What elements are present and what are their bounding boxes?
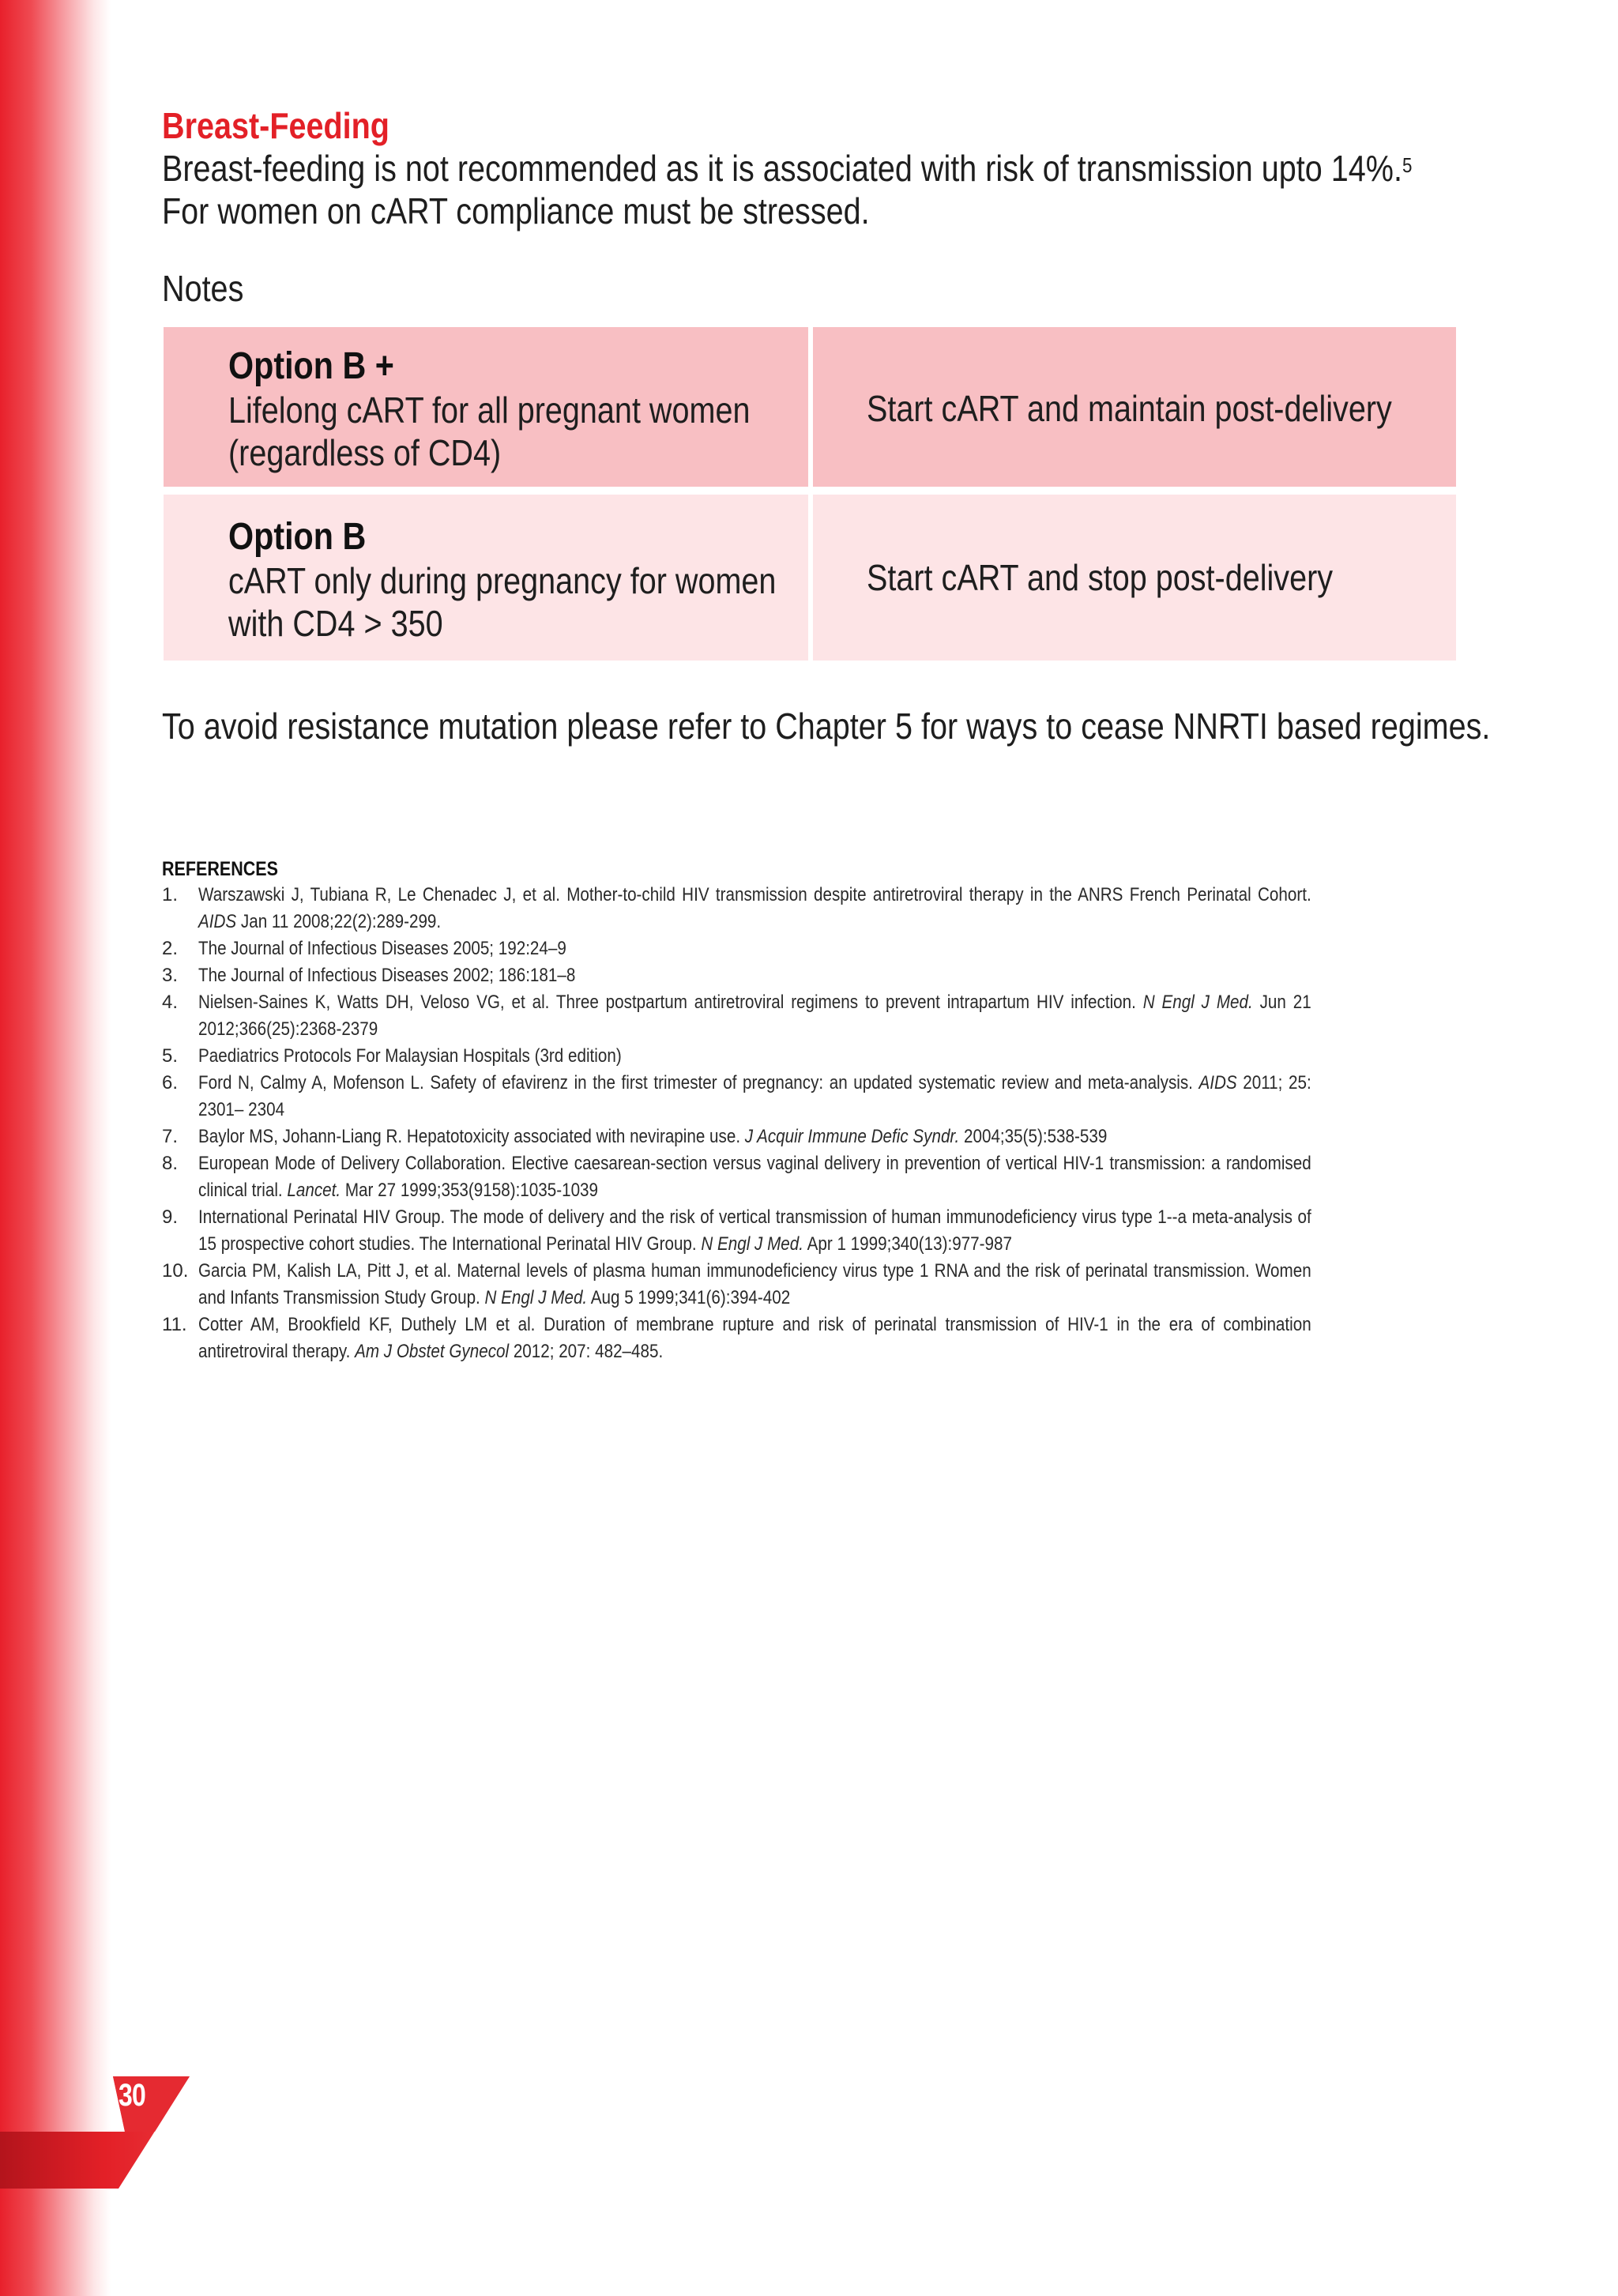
reference-number: 1. (162, 884, 179, 905)
notes-title: Notes (162, 268, 244, 309)
breastfeeding-line-1 (162, 147, 1412, 190)
reference-number: 6. (162, 1072, 179, 1093)
breastfeeding-line-1-text: Breast-feeding is not recommended as it is associated with risk of transmission upto 14%. (162, 148, 1402, 189)
notes-cell-action (813, 495, 1456, 661)
reference-citation: 2004;35(5):538-539 (959, 1126, 1108, 1147)
reference-item (162, 1043, 1458, 1070)
reference-text (198, 1070, 1311, 1124)
reference-journal: Lancet. (287, 1180, 341, 1201)
breastfeeding-line-2: For women on cART compliance must be stressed. (162, 190, 870, 231)
reference-journal: N Engl J Med. (701, 1233, 804, 1255)
reference-body: European Mode of Delivery Collaboration. Elective caesarean-section versus vaginal delivery in prevention of vertical HIV-1 transmission: a randomised clinical trial. (198, 1153, 1311, 1201)
reference-item (162, 882, 1458, 935)
notes-cell-option (164, 495, 808, 661)
reference-body: Paediatrics Protocols For Malaysian Hospitals (3rd edition) (198, 1045, 622, 1067)
reference-number: 9. (162, 1206, 179, 1228)
page-number: 30 (119, 2078, 145, 2113)
reference-number: 11. (162, 1314, 187, 1335)
reference-number: 10. (162, 1260, 189, 1282)
reference-journal: AIDS (1198, 1072, 1237, 1093)
reference-text (198, 935, 1311, 962)
reference-text (198, 1124, 1311, 1150)
reference-item (162, 1204, 1458, 1258)
reference-text (198, 1204, 1311, 1258)
references-title: REFERENCES (162, 858, 278, 880)
option-action: Start cART and stop post-delivery (867, 557, 1334, 598)
reference-citation: Jun 21 2012;366(25):2368-2379 (198, 992, 1311, 1040)
reference-text (198, 962, 1311, 989)
footnote-ref: 5 (1402, 153, 1413, 177)
reference-body: Baylor MS, Johann-Liang R. Hepatotoxicity associated with nevirapine use. (198, 1126, 745, 1147)
option-desc-line-2: with CD4 > 350 (228, 603, 443, 644)
reference-body: Ford N, Calmy A, Mofenson L. Safety of efavirenz in the first trimester of pregnancy: an updated systematic review and meta-analysis. (198, 1072, 1199, 1093)
reference-item (162, 1258, 1458, 1312)
section-heading: Breast-Feeding (162, 105, 389, 146)
notes-cell-option (164, 327, 808, 487)
reference-item (162, 1124, 1458, 1150)
reference-text (198, 1312, 1311, 1365)
reference-journal: J Acquir Immune Defic Syndr. (744, 1126, 960, 1147)
reference-citation: Apr 1 1999;340(13):977-987 (803, 1233, 1012, 1255)
reference-number: 2. (162, 938, 179, 959)
option-title: Option B + (228, 345, 394, 387)
reference-item (162, 1312, 1458, 1365)
references-list (162, 882, 1458, 1365)
reference-number: 5. (162, 1045, 179, 1067)
reference-text (198, 989, 1311, 1043)
reference-journal: Am J Obstet Gynecol (355, 1341, 510, 1362)
reference-number: 3. (162, 965, 179, 986)
reference-item (162, 1150, 1458, 1204)
reference-body: Nielsen-Saines K, Watts DH, Veloso VG, et al. Three postpartum antiretroviral regimens to prevent intrapartum HIV infection. (198, 992, 1143, 1013)
reference-body: Garcia PM, Kalish LA, Pitt J, et al. Maternal levels of plasma human immunodeficiency virus type 1 RNA and the risk of perinatal transmission. Women and Infants Transmission Study Group. (198, 1260, 1311, 1308)
reference-journal: N Engl J Med. (484, 1287, 588, 1308)
notes-footer: To avoid resistance mutation please refer to Chapter 5 for ways to cease NNRTI based regimes. (162, 706, 1491, 747)
reference-item (162, 989, 1458, 1043)
reference-number: 7. (162, 1126, 179, 1147)
reference-item (162, 1070, 1458, 1124)
left-color-band (0, 0, 111, 2296)
reference-citation: 2012; 207: 482–485. (509, 1341, 664, 1362)
notes-row-option-b (164, 495, 1456, 661)
reference-text (198, 1258, 1311, 1312)
reference-item (162, 935, 1458, 962)
option-title: Option B (228, 516, 367, 558)
reference-body: Cotter AM, Brookfield KF, Duthely LM et al. Duration of membrane rupture and risk of perinatal transmission of HIV-1 in the era of combination antiretroviral therapy. (198, 1314, 1311, 1362)
option-action: Start cART and maintain post-delivery (867, 388, 1392, 429)
reference-citation: 2011; 25: 2301– 2304 (198, 1072, 1311, 1120)
option-text (228, 515, 776, 645)
reference-citation: Jan 11 2008;22(2):289-299. (236, 911, 442, 932)
reference-citation: Aug 5 1999;341(6):394-402 (587, 1287, 791, 1308)
notes-cell-action (813, 327, 1456, 487)
reference-number: 4. (162, 992, 179, 1013)
reference-body: The Journal of Infectious Diseases 2005; 192:24–9 (198, 938, 566, 959)
reference-citation: Mar 27 1999;353(9158):1035-1039 (341, 1180, 599, 1201)
option-desc-line-1: cART only during pregnancy for women (228, 560, 777, 601)
reference-journal: N Engl J Med. (1142, 992, 1253, 1013)
reference-text (198, 1043, 1311, 1070)
option-text (228, 344, 750, 474)
reference-text (198, 1150, 1311, 1204)
option-desc-line-2: (regardless of CD4) (228, 432, 502, 473)
reference-body: The Journal of Infectious Diseases 2002; 186:181–8 (198, 965, 576, 986)
reference-body: Warszawski J, Tubiana R, Le Chenadec J, et al. Mother-to-child HIV transmission despite antiretroviral therapy in the ANRS French Perinatal Cohort. (198, 884, 1311, 905)
reference-number: 8. (162, 1153, 179, 1174)
reference-journal: AIDS (198, 911, 237, 932)
notes-row-option-b-plus (164, 327, 1456, 487)
reference-item (162, 962, 1458, 989)
option-desc-line-1: Lifelong cART for all pregnant women (228, 390, 751, 431)
reference-body: International Perinatal HIV Group. The mode of delivery and the risk of vertical transmission of human immunodeficiency virus type 1--a meta-analysis of 15 prospective cohort studies. The International Perinatal HIV Group. (198, 1206, 1311, 1255)
reference-text (198, 882, 1311, 935)
